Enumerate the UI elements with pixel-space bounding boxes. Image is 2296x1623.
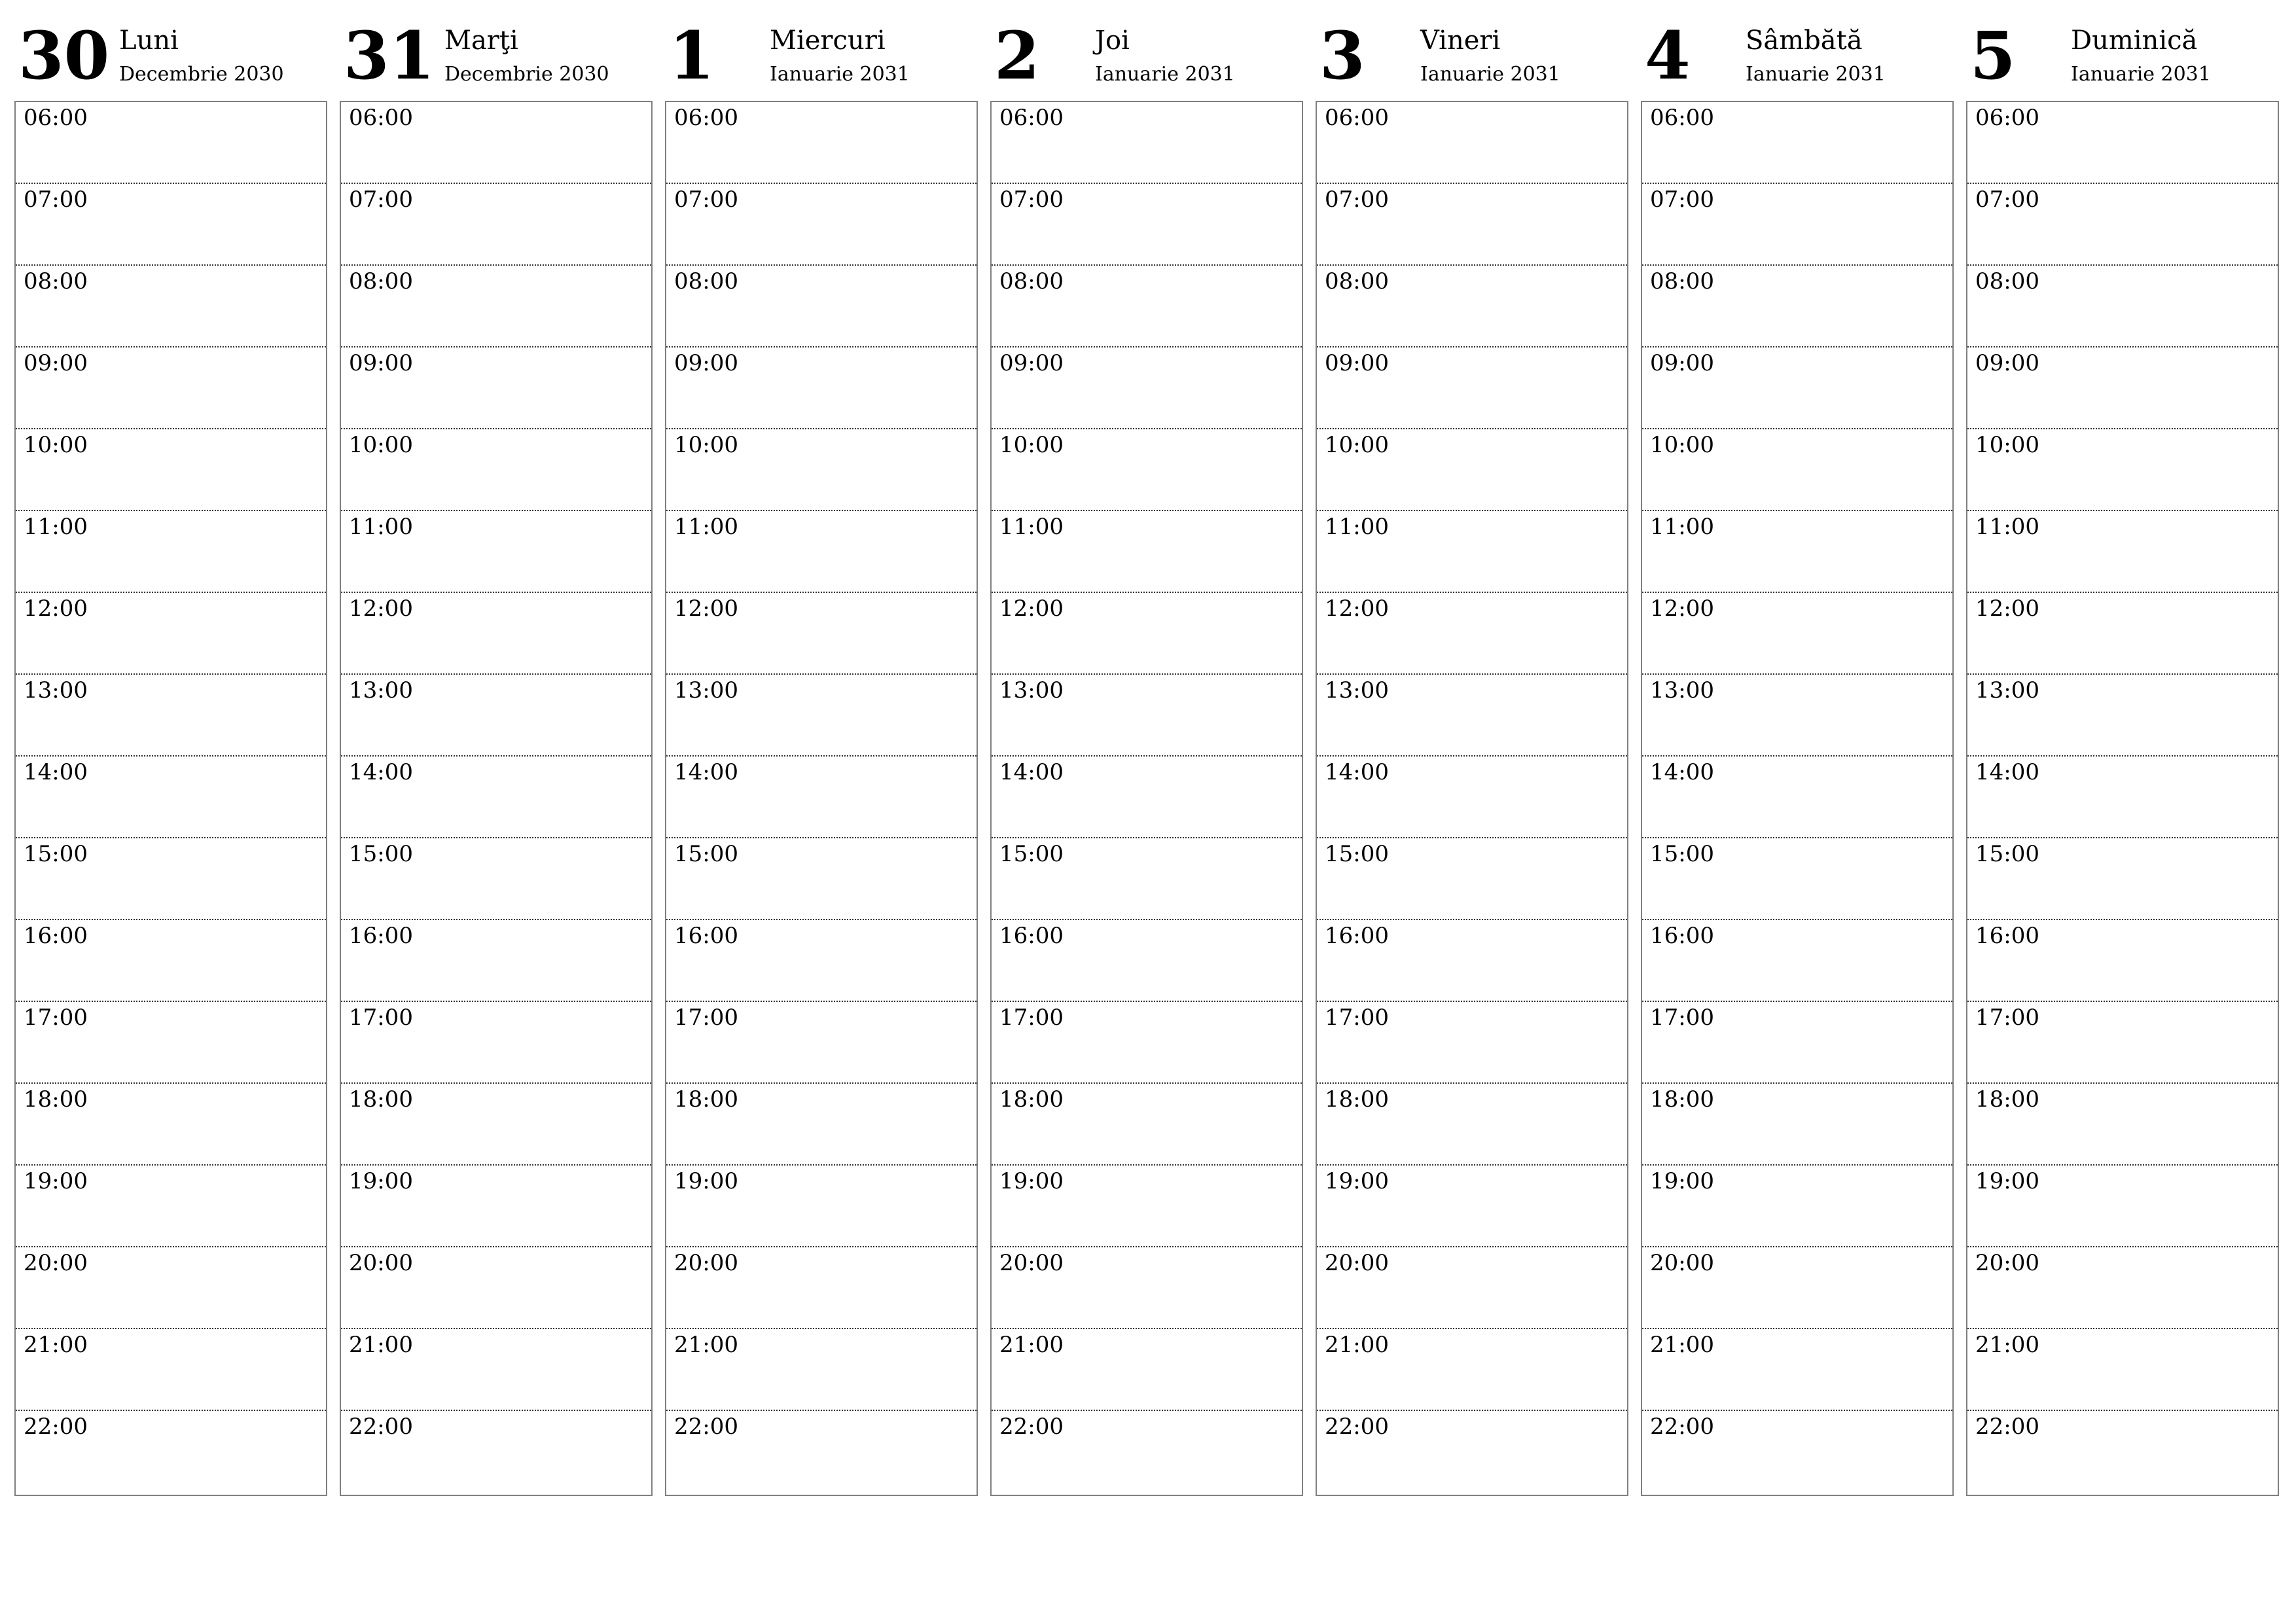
hour-label: 13:00 bbox=[349, 677, 413, 704]
hour-label: 15:00 bbox=[1650, 841, 1714, 867]
hour-slot[interactable] bbox=[1642, 920, 1952, 1002]
hour-label: 18:00 bbox=[999, 1086, 1064, 1113]
hour-label: 19:00 bbox=[1325, 1168, 1389, 1194]
hour-label: 17:00 bbox=[1650, 1005, 1714, 1031]
hour-slot[interactable] bbox=[1967, 593, 2278, 675]
hour-slot[interactable] bbox=[666, 838, 977, 920]
hour-label: 06:00 bbox=[1325, 105, 1389, 131]
hour-label: 14:00 bbox=[1975, 759, 2039, 785]
hour-slot[interactable] bbox=[666, 593, 977, 675]
hour-label: 10:00 bbox=[349, 432, 413, 458]
hour-slot[interactable] bbox=[341, 757, 651, 838]
hour-label: 08:00 bbox=[24, 268, 88, 294]
hour-slot[interactable] bbox=[1317, 1411, 1627, 1493]
hour-slot[interactable] bbox=[1317, 757, 1627, 838]
hour-label: 16:00 bbox=[1650, 923, 1714, 949]
hour-label: 08:00 bbox=[1650, 268, 1714, 294]
day-name: Joi bbox=[1095, 26, 1130, 56]
hour-label: 09:00 bbox=[1325, 350, 1389, 376]
hour-label: 06:00 bbox=[24, 105, 88, 131]
hour-slot[interactable] bbox=[1642, 1329, 1952, 1411]
hour-label: 19:00 bbox=[999, 1168, 1064, 1194]
hour-label: 16:00 bbox=[24, 923, 88, 949]
hour-slot[interactable] bbox=[1642, 266, 1952, 348]
hour-label: 15:00 bbox=[24, 841, 88, 867]
day-month: Ianuarie 2031 bbox=[1095, 63, 1235, 86]
hour-label: 19:00 bbox=[1975, 1168, 2039, 1194]
day-column bbox=[1641, 0, 1954, 1440]
hour-label: 12:00 bbox=[1650, 596, 1714, 622]
hour-label: 17:00 bbox=[349, 1005, 413, 1031]
hour-label: 08:00 bbox=[349, 268, 413, 294]
hour-slot[interactable] bbox=[1317, 675, 1627, 757]
hour-label: 20:00 bbox=[1650, 1250, 1714, 1276]
hour-slot[interactable] bbox=[16, 348, 326, 429]
hour-slot[interactable] bbox=[16, 593, 326, 675]
hour-label: 22:00 bbox=[1325, 1414, 1389, 1440]
hour-label: 22:00 bbox=[1650, 1414, 1714, 1440]
hour-label: 22:00 bbox=[24, 1414, 88, 1440]
hour-slot[interactable] bbox=[1642, 1247, 1952, 1329]
hour-slot[interactable] bbox=[341, 1411, 651, 1493]
day-schedule-box[interactable] bbox=[665, 101, 978, 1496]
hour-slot[interactable] bbox=[992, 266, 1302, 348]
hour-slot[interactable] bbox=[1642, 593, 1952, 675]
hour-slot[interactable] bbox=[1317, 1329, 1627, 1411]
day-column bbox=[665, 0, 978, 1440]
hour-slot[interactable] bbox=[1642, 511, 1952, 593]
hour-slot[interactable] bbox=[16, 1084, 326, 1166]
hour-slot[interactable] bbox=[341, 1247, 651, 1329]
hour-slot[interactable] bbox=[1317, 102, 1627, 184]
hour-label: 16:00 bbox=[674, 923, 738, 949]
hour-label: 07:00 bbox=[1650, 187, 1714, 213]
hour-slot[interactable] bbox=[16, 675, 326, 757]
hour-slot[interactable] bbox=[666, 1002, 977, 1084]
hour-slot[interactable] bbox=[341, 838, 651, 920]
hour-label: 17:00 bbox=[1325, 1005, 1389, 1031]
hour-label: 10:00 bbox=[1975, 432, 2039, 458]
hour-label: 17:00 bbox=[674, 1005, 738, 1031]
hour-slot[interactable] bbox=[992, 511, 1302, 593]
hour-slot[interactable] bbox=[1967, 920, 2278, 1002]
hour-slot[interactable] bbox=[666, 1247, 977, 1329]
hour-slot[interactable] bbox=[16, 838, 326, 920]
day-month: Ianuarie 2031 bbox=[1420, 63, 1560, 86]
hour-slot[interactable] bbox=[1642, 1166, 1952, 1247]
hour-label: 07:00 bbox=[24, 187, 88, 213]
hour-label: 12:00 bbox=[1325, 596, 1389, 622]
hour-slot[interactable] bbox=[992, 1166, 1302, 1247]
hour-label: 18:00 bbox=[1650, 1086, 1714, 1113]
hour-slot[interactable] bbox=[16, 429, 326, 511]
hour-label: 18:00 bbox=[349, 1086, 413, 1113]
day-number: 30 bbox=[18, 17, 110, 94]
hour-label: 08:00 bbox=[1975, 268, 2039, 294]
day-schedule-box[interactable] bbox=[340, 101, 653, 1496]
hour-slot[interactable] bbox=[16, 757, 326, 838]
hour-slot[interactable] bbox=[1642, 757, 1952, 838]
day-column bbox=[340, 0, 653, 1440]
hour-slot[interactable] bbox=[341, 184, 651, 266]
hour-slot[interactable] bbox=[1317, 348, 1627, 429]
hour-slot[interactable] bbox=[1317, 838, 1627, 920]
hour-label: 12:00 bbox=[24, 596, 88, 622]
hour-label: 18:00 bbox=[24, 1086, 88, 1113]
hour-slot[interactable] bbox=[341, 1166, 651, 1247]
day-schedule-box[interactable] bbox=[1316, 101, 1628, 1496]
hour-label: 20:00 bbox=[1325, 1250, 1389, 1276]
hour-label: 11:00 bbox=[349, 514, 413, 540]
day-schedule-box[interactable] bbox=[1966, 101, 2279, 1496]
day-month: Decembrie 2030 bbox=[444, 63, 609, 86]
hour-slot[interactable] bbox=[1642, 1084, 1952, 1166]
hour-label: 10:00 bbox=[1325, 432, 1389, 458]
day-name: Sâmbătă bbox=[1746, 26, 1863, 56]
hour-slot[interactable] bbox=[1317, 1166, 1627, 1247]
hour-slot[interactable] bbox=[341, 266, 651, 348]
hour-slot[interactable] bbox=[1967, 757, 2278, 838]
hour-slot[interactable] bbox=[1967, 1329, 2278, 1411]
hour-slot[interactable] bbox=[666, 1329, 977, 1411]
hour-label: 07:00 bbox=[1975, 187, 2039, 213]
day-month: Ianuarie 2031 bbox=[770, 63, 910, 86]
hour-slot[interactable] bbox=[666, 184, 977, 266]
hour-slot[interactable] bbox=[1967, 1247, 2278, 1329]
hour-label: 22:00 bbox=[1975, 1414, 2039, 1440]
hour-slot[interactable] bbox=[992, 184, 1302, 266]
hour-label: 15:00 bbox=[674, 841, 738, 867]
hour-label: 11:00 bbox=[1325, 514, 1389, 540]
hour-slot[interactable] bbox=[341, 1084, 651, 1166]
hour-label: 14:00 bbox=[24, 759, 88, 785]
hour-label: 10:00 bbox=[1650, 432, 1714, 458]
hour-label: 12:00 bbox=[999, 596, 1064, 622]
hour-label: 09:00 bbox=[1650, 350, 1714, 376]
day-schedule-box[interactable] bbox=[1641, 101, 1954, 1496]
hour-label: 11:00 bbox=[999, 514, 1064, 540]
hour-label: 16:00 bbox=[1325, 923, 1389, 949]
hour-label: 19:00 bbox=[1650, 1168, 1714, 1194]
hour-slot[interactable] bbox=[992, 675, 1302, 757]
hour-label: 17:00 bbox=[24, 1005, 88, 1031]
hour-label: 09:00 bbox=[674, 350, 738, 376]
hour-label: 18:00 bbox=[1975, 1086, 2039, 1113]
day-schedule-box[interactable] bbox=[990, 101, 1303, 1496]
hour-label: 11:00 bbox=[24, 514, 88, 540]
hour-slot[interactable] bbox=[1317, 266, 1627, 348]
hour-slot[interactable] bbox=[1642, 102, 1952, 184]
hour-slot[interactable] bbox=[1317, 184, 1627, 266]
hour-slot[interactable] bbox=[341, 1002, 651, 1084]
hour-slot[interactable] bbox=[666, 348, 977, 429]
hour-label: 15:00 bbox=[999, 841, 1064, 867]
hour-slot[interactable] bbox=[341, 593, 651, 675]
hour-label: 11:00 bbox=[1650, 514, 1714, 540]
day-month: Decembrie 2030 bbox=[119, 63, 284, 86]
day-schedule-box[interactable] bbox=[14, 101, 327, 1496]
hour-label: 18:00 bbox=[1325, 1086, 1389, 1113]
hour-label: 13:00 bbox=[1975, 677, 2039, 704]
hour-slot[interactable] bbox=[666, 1084, 977, 1166]
hour-label: 13:00 bbox=[1650, 677, 1714, 704]
hour-slot[interactable] bbox=[16, 266, 326, 348]
day-number: 4 bbox=[1645, 17, 1691, 94]
hour-label: 09:00 bbox=[24, 350, 88, 376]
hour-slot[interactable] bbox=[1317, 593, 1627, 675]
hour-label: 09:00 bbox=[999, 350, 1064, 376]
hour-label: 06:00 bbox=[1975, 105, 2039, 131]
hour-label: 08:00 bbox=[674, 268, 738, 294]
hour-slot[interactable] bbox=[992, 757, 1302, 838]
day-number: 3 bbox=[1319, 17, 1365, 94]
hour-slot[interactable] bbox=[1642, 675, 1952, 757]
hour-label: 14:00 bbox=[1650, 759, 1714, 785]
hour-label: 10:00 bbox=[999, 432, 1064, 458]
day-month: Ianuarie 2031 bbox=[1746, 63, 1886, 86]
hour-slot[interactable] bbox=[341, 920, 651, 1002]
hour-slot[interactable] bbox=[992, 1329, 1302, 1411]
hour-label: 14:00 bbox=[674, 759, 738, 785]
hour-label: 14:00 bbox=[1325, 759, 1389, 785]
hour-label: 16:00 bbox=[349, 923, 413, 949]
hour-label: 19:00 bbox=[674, 1168, 738, 1194]
hour-slot[interactable] bbox=[16, 102, 326, 184]
hour-slot[interactable] bbox=[666, 675, 977, 757]
hour-slot[interactable] bbox=[992, 838, 1302, 920]
hour-slot[interactable] bbox=[1642, 429, 1952, 511]
hour-label: 20:00 bbox=[349, 1250, 413, 1276]
hour-slot[interactable] bbox=[666, 1411, 977, 1493]
hour-label: 09:00 bbox=[349, 350, 413, 376]
hour-slot[interactable] bbox=[1642, 1002, 1952, 1084]
hour-slot[interactable] bbox=[341, 102, 651, 184]
hour-slot[interactable] bbox=[16, 1002, 326, 1084]
day-header bbox=[1316, 0, 1628, 101]
hour-label: 07:00 bbox=[349, 187, 413, 213]
hour-slot[interactable] bbox=[1642, 1411, 1952, 1493]
hour-slot[interactable] bbox=[992, 593, 1302, 675]
day-name: Marţi bbox=[444, 26, 518, 56]
hour-label: 16:00 bbox=[1975, 923, 2039, 949]
hour-slot[interactable] bbox=[16, 920, 326, 1002]
hour-label: 07:00 bbox=[999, 187, 1064, 213]
hour-slot[interactable] bbox=[992, 920, 1302, 1002]
hour-slot[interactable] bbox=[1317, 1002, 1627, 1084]
hour-slot[interactable] bbox=[341, 511, 651, 593]
hour-slot[interactable] bbox=[341, 1329, 651, 1411]
hour-slot[interactable] bbox=[1317, 1247, 1627, 1329]
hour-label: 06:00 bbox=[1650, 105, 1714, 131]
hour-label: 22:00 bbox=[349, 1414, 413, 1440]
hour-slot[interactable] bbox=[16, 511, 326, 593]
hour-slot[interactable] bbox=[1642, 348, 1952, 429]
hour-label: 16:00 bbox=[999, 923, 1064, 949]
hour-slot[interactable] bbox=[992, 1084, 1302, 1166]
hour-slot[interactable] bbox=[992, 1247, 1302, 1329]
hour-slot[interactable] bbox=[1967, 102, 2278, 184]
hour-label: 13:00 bbox=[674, 677, 738, 704]
hour-slot[interactable] bbox=[16, 1411, 326, 1493]
hour-label: 21:00 bbox=[349, 1332, 413, 1358]
hour-label: 22:00 bbox=[674, 1414, 738, 1440]
hour-slot[interactable] bbox=[666, 429, 977, 511]
day-header bbox=[14, 0, 327, 101]
hour-label: 14:00 bbox=[999, 759, 1064, 785]
hour-label: 10:00 bbox=[674, 432, 738, 458]
hour-label: 13:00 bbox=[999, 677, 1064, 704]
day-header bbox=[990, 0, 1303, 101]
hour-slot[interactable] bbox=[1967, 511, 2278, 593]
hour-label: 08:00 bbox=[999, 268, 1064, 294]
hour-label: 17:00 bbox=[999, 1005, 1064, 1031]
hour-slot[interactable] bbox=[992, 102, 1302, 184]
hour-slot[interactable] bbox=[992, 348, 1302, 429]
hour-label: 15:00 bbox=[349, 841, 413, 867]
hour-slot[interactable] bbox=[666, 1166, 977, 1247]
hour-label: 13:00 bbox=[24, 677, 88, 704]
hour-slot[interactable] bbox=[666, 920, 977, 1002]
day-month: Ianuarie 2031 bbox=[2071, 63, 2211, 86]
hour-label: 14:00 bbox=[349, 759, 413, 785]
hour-slot[interactable] bbox=[992, 429, 1302, 511]
hour-slot[interactable] bbox=[1317, 1084, 1627, 1166]
day-column bbox=[14, 0, 327, 1440]
day-header bbox=[340, 0, 653, 101]
day-header bbox=[1641, 0, 1954, 101]
weekly-planner bbox=[14, 0, 2292, 1505]
day-number: 2 bbox=[994, 17, 1040, 94]
hour-slot[interactable] bbox=[1967, 1084, 2278, 1166]
hour-slot[interactable] bbox=[992, 1411, 1302, 1493]
hour-slot[interactable] bbox=[1967, 675, 2278, 757]
hour-slot[interactable] bbox=[1317, 920, 1627, 1002]
hour-label: 11:00 bbox=[1975, 514, 2039, 540]
hour-slot[interactable] bbox=[666, 102, 977, 184]
hour-label: 21:00 bbox=[24, 1332, 88, 1358]
hour-label: 19:00 bbox=[24, 1168, 88, 1194]
hour-slot[interactable] bbox=[1967, 266, 2278, 348]
hour-slot[interactable] bbox=[1967, 1411, 2278, 1493]
hour-label: 12:00 bbox=[674, 596, 738, 622]
hour-label: 13:00 bbox=[1325, 677, 1389, 704]
hour-slot[interactable] bbox=[1967, 184, 2278, 266]
day-number: 31 bbox=[344, 17, 435, 94]
day-column bbox=[1316, 0, 1628, 1440]
hour-label: 21:00 bbox=[1650, 1332, 1714, 1358]
hour-slot[interactable] bbox=[16, 1329, 326, 1411]
hour-label: 06:00 bbox=[999, 105, 1064, 131]
day-name: Duminică bbox=[2071, 26, 2198, 56]
hour-label: 07:00 bbox=[674, 187, 738, 213]
hour-slot[interactable] bbox=[1317, 511, 1627, 593]
hour-label: 21:00 bbox=[1325, 1332, 1389, 1358]
hour-label: 11:00 bbox=[674, 514, 738, 540]
day-column bbox=[990, 0, 1303, 1440]
hour-label: 20:00 bbox=[674, 1250, 738, 1276]
hour-slot[interactable] bbox=[666, 757, 977, 838]
hour-slot[interactable] bbox=[1967, 1166, 2278, 1247]
hour-label: 12:00 bbox=[1975, 596, 2039, 622]
hour-label: 15:00 bbox=[1325, 841, 1389, 867]
hour-slot[interactable] bbox=[1967, 348, 2278, 429]
day-name: Vineri bbox=[1420, 26, 1501, 56]
hour-label: 09:00 bbox=[1975, 350, 2039, 376]
hour-label: 20:00 bbox=[999, 1250, 1064, 1276]
hour-label: 06:00 bbox=[674, 105, 738, 131]
day-name: Miercuri bbox=[770, 26, 886, 56]
day-number: 1 bbox=[669, 17, 715, 94]
day-header bbox=[665, 0, 978, 101]
hour-slot[interactable] bbox=[1642, 838, 1952, 920]
hour-slot[interactable] bbox=[341, 348, 651, 429]
hour-label: 21:00 bbox=[999, 1332, 1064, 1358]
hour-label: 12:00 bbox=[349, 596, 413, 622]
hour-slot[interactable] bbox=[341, 429, 651, 511]
hour-slot[interactable] bbox=[992, 1002, 1302, 1084]
hour-label: 18:00 bbox=[674, 1086, 738, 1113]
hour-label: 17:00 bbox=[1975, 1005, 2039, 1031]
hour-label: 22:00 bbox=[999, 1414, 1064, 1440]
hour-slot[interactable] bbox=[16, 1247, 326, 1329]
hour-slot[interactable] bbox=[16, 184, 326, 266]
hour-slot[interactable] bbox=[1317, 429, 1627, 511]
hour-label: 10:00 bbox=[24, 432, 88, 458]
day-header bbox=[1966, 0, 2279, 101]
hour-label: 19:00 bbox=[349, 1168, 413, 1194]
day-column bbox=[1966, 0, 2279, 1440]
hour-label: 15:00 bbox=[1975, 841, 2039, 867]
hour-slot[interactable] bbox=[341, 675, 651, 757]
hour-label: 21:00 bbox=[1975, 1332, 2039, 1358]
hour-label: 06:00 bbox=[349, 105, 413, 131]
hour-slot[interactable] bbox=[1967, 838, 2278, 920]
hour-slot[interactable] bbox=[16, 1166, 326, 1247]
hour-slot[interactable] bbox=[666, 266, 977, 348]
day-number: 5 bbox=[1970, 17, 2016, 94]
hour-slot[interactable] bbox=[1967, 429, 2278, 511]
hour-slot[interactable] bbox=[1642, 184, 1952, 266]
hour-label: 07:00 bbox=[1325, 187, 1389, 213]
hour-label: 20:00 bbox=[24, 1250, 88, 1276]
hour-label: 08:00 bbox=[1325, 268, 1389, 294]
hour-label: 20:00 bbox=[1975, 1250, 2039, 1276]
hour-slot[interactable] bbox=[666, 511, 977, 593]
day-name: Luni bbox=[119, 26, 179, 56]
hour-slot[interactable] bbox=[1967, 1002, 2278, 1084]
hour-label: 21:00 bbox=[674, 1332, 738, 1358]
